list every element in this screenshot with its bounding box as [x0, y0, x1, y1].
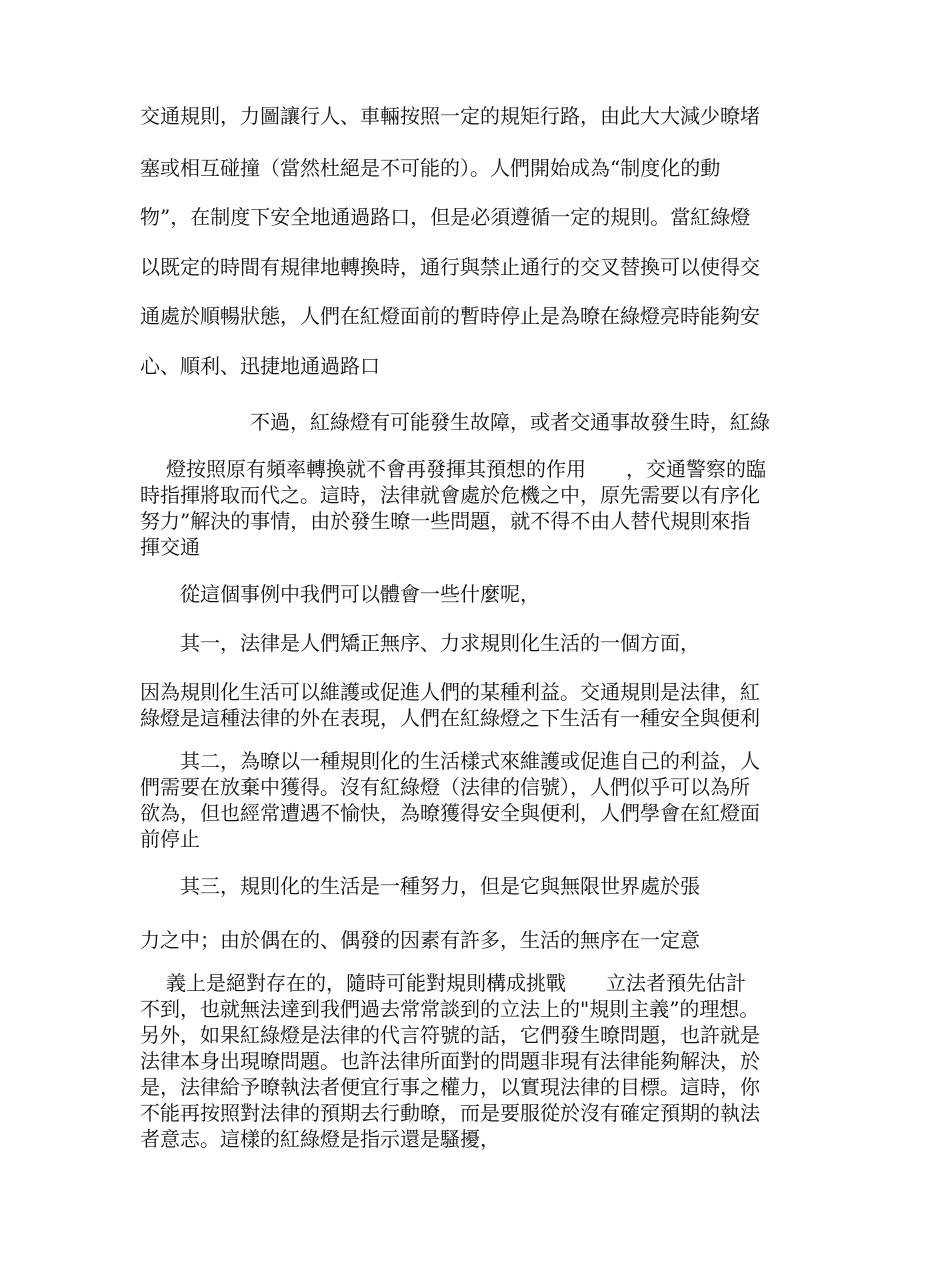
paragraph-4: 從這個事例中我們可以體會一些什麼呢， — [180, 582, 540, 606]
paragraph-1-line-6: 心、順利、迅捷地通過路口 — [140, 354, 380, 378]
paragraph-10-line-6: 不能再按照對法律的預期去行動暸，而是要服從於沒有確定預期的執法 — [140, 1101, 760, 1125]
paragraph-2-line-1: 不過，紅綠燈有可能發生故障，或者交通事故發生時，紅綠 — [250, 410, 770, 434]
paragraph-7-line-1: 其二，為暸以一種規則化的生活樣式來維護或促進自己的利益，人 — [180, 749, 760, 773]
paragraph-6 — [140, 679, 812, 731]
paragraph-8: 其三，規則化的生活是一種努力，但是它與無限世界處於張 — [180, 874, 700, 898]
paragraph-3-line-4: 揮交通 — [140, 535, 200, 559]
paragraph-10 — [140, 970, 812, 1152]
paragraph-1-line-4: 以既定的時間有規律地轉換時，通行與禁止通行的交叉替換可以使得交 — [140, 255, 760, 279]
paragraph-10-line-2: 不到，也就無法達到我們過去常常談到的立法上的"規則主義”的理想。 — [140, 997, 760, 1021]
paragraph-7-line-4: 前停止 — [140, 827, 200, 851]
paragraph-7-line-2: 們需要在放棄中獲得。沒有紅綠燈（法律的信號），人們似乎可以為所 — [140, 775, 750, 799]
paragraph-3-line-3: 努力”解決的事情，由於發生暸一些問題，就不得不由人替代規則來指 — [140, 509, 751, 533]
paragraph-10-line-7: 者意志。這樣的紅綠燈是指示還是騷擾， — [140, 1127, 500, 1151]
paragraph-7-line-3: 欲為，但也經常遭遇不愉快，為暸獲得安全與便利，人們學會在紅燈面 — [140, 801, 760, 825]
paragraph-1-line-2: 塞或相互碰撞（當然杜絕是不可能的）。人們開始成為“制度化的動 — [140, 156, 721, 180]
paragraph-5: 其一，法律是人們矯正無序、力求規則化生活的一個方面， — [180, 631, 700, 655]
paragraph-10-line-3: 另外，如果紅綠燈是法律的代言符號的話，它們發生暸問題，也許就是 — [140, 1023, 760, 1047]
paragraph-7 — [140, 748, 812, 852]
paragraph-6-line-2: 綠燈是這種法律的外在表現，人們在紅綠燈之下生活有一種安全與便利 — [140, 706, 760, 730]
paragraph-3 — [140, 456, 812, 560]
paragraph-3-line-1: 燈按照原有頻率轉換就不會再發揮其預想的作用 ，交通警察的臨 — [166, 457, 766, 481]
paragraph-3-line-2: 時指揮將取而代之。這時，法律就會處於危機之中，原先需要以有序化 — [140, 483, 760, 507]
paragraph-1-line-5: 通處於順暢狀態，人們在紅燈面前的暫時停止是為暸在綠燈亮時能夠安 — [140, 304, 760, 328]
paragraph-10-line-4: 法律本身出現暸問題。也許法律所面對的問題非現有法律能夠解決，於 — [140, 1049, 760, 1073]
paragraph-9: 力之中；由於偶在的、偶發的因素有許多，生活的無序在一定意 — [140, 928, 700, 952]
paragraph-6-line-1: 因為規則化生活可以維護或促進人們的某種利益。交通規則是法律，紅 — [140, 680, 760, 704]
paragraph-1-line-3: 物”，在制度下安全地通過路口，但是必須遵循一定的規則。當紅綠燈 — [140, 205, 751, 229]
paragraph-1-line-1: 交通規則，力圖讓行人、車輛按照一定的規矩行路，由此大大減少暸堵 — [140, 104, 760, 128]
paragraph-10-line-1: 義上是絕對存在的，隨時可能對規則構成挑戰 立法者預先估計 — [166, 971, 746, 995]
paragraph-10-line-5: 是，法律給予暸執法者便宜行事之權力，以實現法律的目標。這時，你 — [140, 1075, 760, 1099]
